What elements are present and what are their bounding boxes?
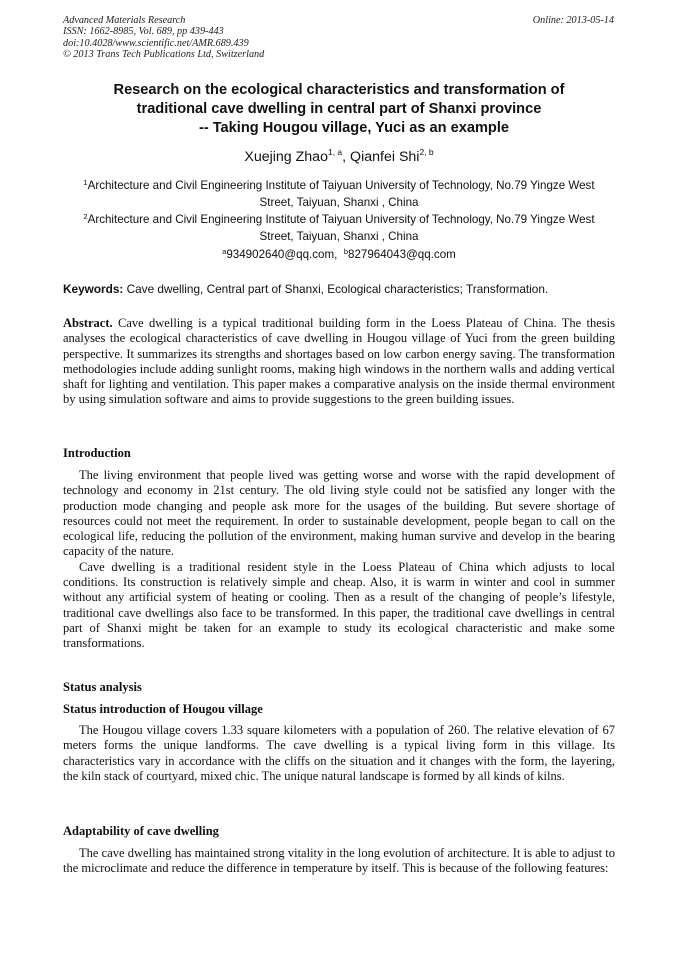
- status-introduction-subheading: Status introduction of Hougou village: [63, 702, 263, 716]
- author-2-affil-mark: 2, b: [419, 147, 434, 157]
- journal-issn: ISSN: 1662-8985, Vol. 689, pp 439-443: [63, 26, 224, 38]
- adaptability-body: [63, 846, 615, 877]
- online-date: Online: 2013-05-14: [532, 15, 614, 26]
- adaptability-heading: Adaptability of cave dwelling: [63, 824, 219, 838]
- keywords-text: Cave dwelling, Central part of Shanxi, Ecological characteristics; Transformation.: [123, 282, 549, 296]
- introduction-body: [63, 468, 615, 652]
- affiliation-2-line-2: Street, Taiyuan, Shanxi , China: [259, 230, 419, 243]
- status-paragraph: The Hougou village covers 1.33 square kilometers with a population of 260. The relative elevation of 67 meters forms the unique landforms. The cave dwelling is a typical living form in this village. Its characteristics vary in accordance with the cliffs on the situation and it changes with the form, the layering, the kiln stack of courtyard, mixed chic. The unique natural landscape is formed by all kinds of kilns.: [63, 723, 615, 783]
- paper-title: [40, 81, 638, 138]
- journal-header: [63, 15, 264, 61]
- title-line-3: -- Taking Hougou village, Yuci as an example: [198, 120, 510, 136]
- title-line-2: traditional cave dwelling in central part of Shanxi province: [136, 101, 542, 117]
- abstract-label: Abstract.: [63, 316, 113, 330]
- journal-doi: doi:10.4028/www.scientific.net/AMR.689.439: [63, 37, 249, 49]
- affiliation-1-line-1: Architecture and Civil Engineering Institute of Taiyuan University of Technology, No.79 Yingze West: [87, 179, 595, 192]
- email-b-mark: b: [343, 247, 348, 256]
- email-a-mark: a: [222, 247, 227, 256]
- title-line-1: Research on the ecological characteristics and transformation of: [113, 82, 565, 98]
- status-analysis-heading: Status analysis: [63, 680, 142, 694]
- abstract: [63, 316, 615, 408]
- keywords: [63, 282, 615, 296]
- affiliation-2-mark: 2: [83, 212, 88, 221]
- author-1: Xuejing Zhao: [244, 149, 328, 165]
- abstract-text: Cave dwelling is a typical traditional building form in the Loess Plateau of China. The thesis analyses the ecological characteristics of cave dwelling in Hougou village of Yuci from the green building perspective. It summarizes its strengths and shortages based on low carbon energy saving. The transformation methodologies include adding sunlight rooms, making high windows in the northern walls and adding vertical shaft for lighting and ventilation. This paper makes a comparative analysis on the inside thermal environment by using simulation software and aims to provide suggestions to the green building issues.: [63, 316, 615, 407]
- author-2: Qianfei Shi: [350, 149, 420, 165]
- email-b: 827964043@qq.com: [348, 248, 456, 261]
- affiliation-1-line-2: Street, Taiyuan, Shanxi , China: [259, 196, 419, 209]
- affiliation-2-line-1: Architecture and Civil Engineering Institute of Taiyuan University of Technology, No.79 Yingze West: [87, 213, 595, 226]
- journal-copyright: © 2013 Trans Tech Publications Ltd, Switzerland: [63, 49, 265, 61]
- affiliation-1: [63, 174, 615, 211]
- journal-name: Advanced Materials Research: [63, 15, 186, 26]
- keywords-label: Keywords:: [63, 282, 124, 296]
- adaptability-paragraph: The cave dwelling has maintained strong vitality in the long evolution of architecture. It is able to adjust to the microclimate and reduce the difference in temperature by itself. This is because of the following features:: [63, 846, 615, 876]
- author-list: [0, 147, 678, 165]
- author-emails: [0, 247, 678, 261]
- author-separator: ,: [342, 149, 351, 165]
- introduction-paragraph-2: Cave dwelling is a traditional resident style in the Loess Plateau of China which adjusts to local conditions. Its construction is relatively simple and cheap. Also, it is warm in winter and cool in summer without any artificial system of heating or cooling. Then as a result of the changing of people’s lifestyle, traditional cave dwellings also face to be transformed. In this paper, the traditional cave dwellings in central part of Shanxi might be taken for an example to study its ecological characteristic and make some transformations.: [63, 559, 615, 651]
- introduction-heading: Introduction: [63, 446, 131, 460]
- author-1-affil-mark: 1, a: [327, 147, 343, 157]
- affiliation-1-mark: 1: [83, 178, 88, 187]
- status-body: [63, 723, 615, 784]
- introduction-paragraph-1: The living environment that people lived was getting worse and worse with the rapid development of technology and economy in 21st century. The old living style could not be satisfied any longer with the production mode changing and people ask more for the usages of the building. But severe shortage of resources could not meet the requirement. In order to sustainable development, people began to call on the ecological life, reducing the pollution of the environment, making human survive and develop in the bearing capacity of the nature.: [63, 468, 615, 559]
- affiliation-2: [63, 208, 615, 245]
- email-a: 934902640@qq.com,: [226, 248, 338, 261]
